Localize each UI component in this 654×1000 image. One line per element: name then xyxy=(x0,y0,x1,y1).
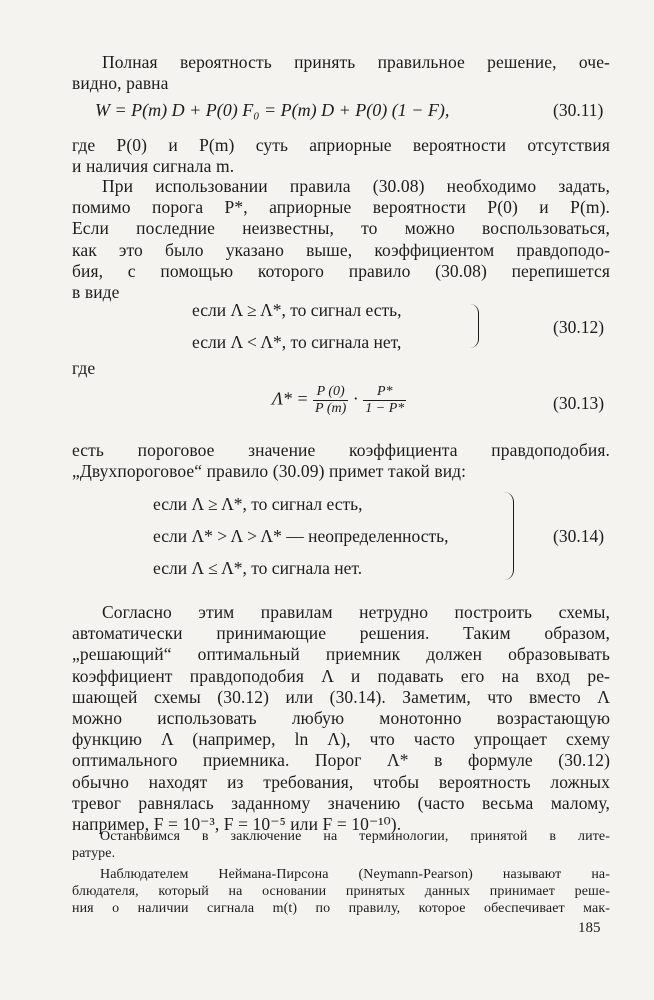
text-line: в виде xyxy=(72,282,120,303)
text-line: оптимального приемника. Порог Λ* в формуле (30.12) xyxy=(72,750,610,771)
page-number: 185 xyxy=(578,920,601,936)
text-line: коэффициент правдоподобия Λ и подавать его на вход ре- xyxy=(72,665,610,686)
text-line: При использовании правила (30.08) необходимо задать, xyxy=(102,176,610,196)
text-line: тревог равнялась заданному значению (часто весьма малому, xyxy=(72,792,610,813)
text-line: есть пороговое значение коэффициента правдоподобия. xyxy=(72,440,610,460)
fraction-numerator: P* xyxy=(363,384,406,401)
text-line: Остановимся в заключение на терминологии, принятой в лите- xyxy=(100,829,610,844)
text-line: Если последние неизвестны, то можно воспользоваться, xyxy=(72,218,610,239)
equation-30-12-case-1: если Λ ≥ Λ*, то сигнал есть, xyxy=(192,300,402,320)
paragraph-decision-schemes xyxy=(72,602,610,835)
text-line: Полная вероятность принять правильное решение, оче- xyxy=(102,52,610,72)
paragraph-neyman-pearson xyxy=(72,866,610,917)
fraction-threshold xyxy=(363,384,406,417)
text-line: ния о наличии сигнала m(t) по правилу, которое обеспечивает мак- xyxy=(72,901,610,916)
text-line: Наблюдателем Неймана-Пирсона (Neymann-Pearson) называют на- xyxy=(100,867,610,882)
paragraph-a-priori xyxy=(72,135,610,177)
text-line: „Двухпороговое“ правило (30.09) примет такой вид: xyxy=(72,461,467,482)
fraction-denominator: 1 − P* xyxy=(365,401,405,416)
equation-30-14-case-3: если Λ ≤ Λ*, то сигнала нет. xyxy=(153,558,363,578)
text-line: где P(0) и P(m) суть априорные вероятности отсутствия xyxy=(72,135,610,155)
fraction-denominator: P (m) xyxy=(315,401,347,416)
equation-30-14-case-2: если Λ* > Λ > Λ* — неопределенность, xyxy=(153,526,449,546)
text-line: функцию Λ (например, ln Λ), что часто упрощает схему xyxy=(72,729,610,750)
text-line: можно использовать любую монотонно возрастающую xyxy=(72,708,610,729)
text-line: ратуре. xyxy=(72,846,116,861)
text-line: обычно находят из требования, чтобы вероятность ложных xyxy=(72,771,610,792)
text-line: например, F = 10⁻³, F = 10⁻⁵ или F = 10⁻¹⁰). xyxy=(72,814,402,835)
equation-number-30-11: (30.11) xyxy=(553,100,604,120)
paragraph-total-probability xyxy=(72,52,610,94)
text-line: как это было указано выше, коэффициентом правдоподо- xyxy=(72,239,610,260)
text-line: „решающий“ оптимальный приемник должен образовывать xyxy=(72,644,610,665)
text-line: и наличия сигнала m. xyxy=(72,156,235,177)
equation-30-14-case-1: если Λ ≥ Λ*, то сигнал есть, xyxy=(153,494,363,514)
text-line: бия, с помощью которого правило (30.08) перепишется xyxy=(72,260,610,281)
fraction-p0-pm xyxy=(313,384,348,417)
equation-30-13 xyxy=(272,384,406,417)
paragraph-threshold xyxy=(72,440,610,482)
curly-brace xyxy=(503,492,514,580)
equation-lhs: Λ* = xyxy=(272,388,309,409)
paragraph-rule-usage xyxy=(72,176,610,303)
where-label xyxy=(72,358,610,379)
text-line: блюдателя, который на основании принятых данных принимает реше- xyxy=(72,884,610,899)
equation-number-30-12: (30.12) xyxy=(553,317,605,337)
text-line: где xyxy=(72,358,96,378)
equation-30-12-case-2: если Λ < Λ*, то сигнала нет, xyxy=(192,332,402,352)
text-line: помимо порога P*, априорные вероятности P(0) и P(m). xyxy=(72,197,610,218)
curly-brace xyxy=(470,304,479,348)
text-line: автоматически принимающие решения. Таким образом, xyxy=(72,623,610,644)
paragraph-terminology xyxy=(72,828,610,862)
text-line: видно, равна xyxy=(72,73,169,94)
text-line: шающей схемы (30.12) или (30.14). Заметим, что вместо Λ xyxy=(72,686,610,707)
fraction-numerator: P (0) xyxy=(313,384,348,401)
equation-number-30-14: (30.14) xyxy=(553,526,605,546)
equation-30-11: W = P(m) D + P(0) F₀ = P(m) D + P(0) (1 − F), xyxy=(95,100,450,120)
equation-number-30-13: (30.13) xyxy=(553,393,605,413)
multiplication-dot: · xyxy=(352,388,359,409)
text-line: Согласно этим правилам нетрудно построить схемы, xyxy=(102,602,610,622)
